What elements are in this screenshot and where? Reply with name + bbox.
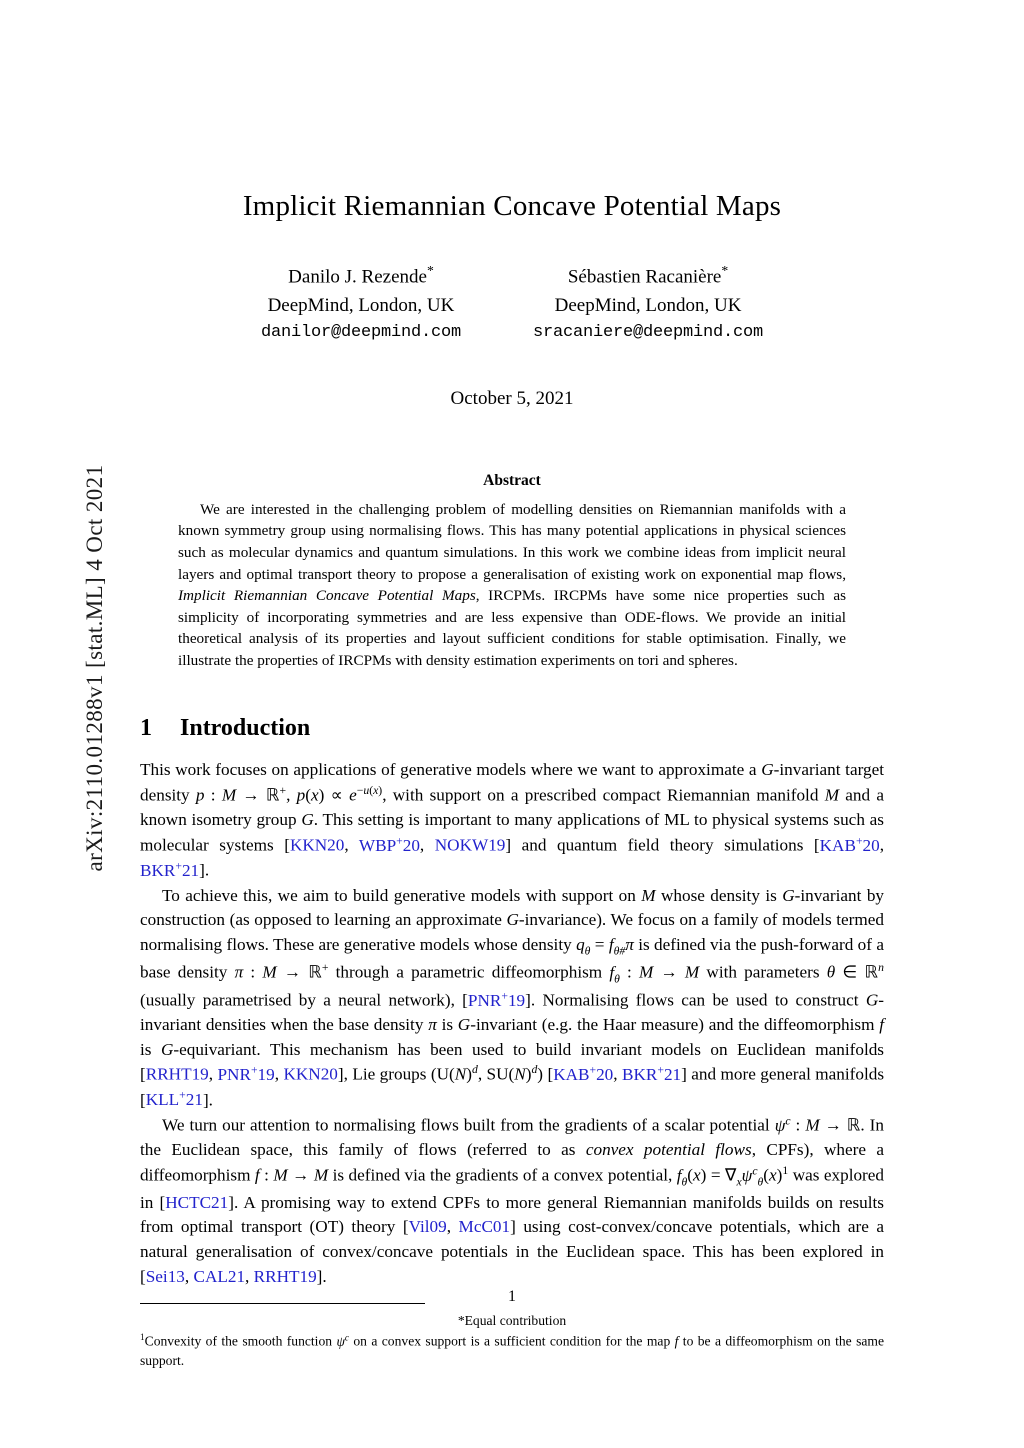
citation-link[interactable]: RRHT19 [253, 1266, 317, 1286]
author-affiliation: DeepMind, London, UK [554, 294, 742, 316]
section-number: 1 [140, 715, 152, 742]
citation-link[interactable]: McC01 [458, 1217, 511, 1237]
author-marker: * [721, 263, 729, 278]
paragraph-3: We turn our attention to normalising flows built from the gradients of a scalar potential $\psi^c$ : M → ℝ. In the Euclidean space, this family of flows (referred to as convex potential flows, CPFs), where a diffeomorphism f : M → M is defined via the gradients of a convex potential, $f_\theta(x) = \nabla_x\psi^c_\theta(x)^1$ was explored in [HCTC21]. A promising way to extend CPFs to more general Riemannian manifolds builds on results from optimal transport (OT) theory [Vil09, McC01] using cost-convex/concave potentials, which are a natural generalisation of convex/concave potentials in the Euclidean space. This has been explored in [Sei13, CAL21, RRHT19]. [140, 1114, 885, 1286]
paragraph-2: To achieve this, we aim to build generative models with support on M whose density is G-invariant by construction (as opposed to learning an approximate G-invariance). We focus on a family of models termed normalising flows. These are generative models whose density $q_\theta = f_{\theta\#}\pi$ is defined via the push-forward of a base density π : M → ℝ+ through a parametric diffeomorphism $f_\theta$ : M → M with parameters θ ∈ ℝ$^n$ (usually parametrised by a neural network), [PNR+19]. Normalising flows can be used to construct G-invariant densities when the base density π is G-invariant (e.g. the Haar measure) and the diffeomorphism f is G-equivariant. This mechanism has been used to build invariant models on Euclidean manifolds [RRHT19, PNR+19, KKN20], Lie groups ($U(N)^d$, $SU(N)^d$) [KAB+20, BKR+21] and more general manifolds [KLL+21]. [140, 885, 885, 1110]
publication-date: October 5, 2021 [450, 387, 574, 409]
footnote-equal-contribution: *Equal contribution [457, 1313, 567, 1329]
footnote-1: $^1$Convexity of the smooth function $\psi^c$ on a convex support is a sufficient condition for the map f to be a diffeomorphism on the same support. [140, 1332, 884, 1368]
abstract-section [178, 472, 846, 672]
author-name: Danilo J. Rezende* [288, 263, 434, 288]
author-affiliation: DeepMind, London, UK [267, 294, 455, 316]
citation-link[interactable]: KKN20 [289, 835, 345, 855]
paper-content [140, 0, 884, 1370]
citation-link[interactable]: Sei13 [145, 1266, 185, 1286]
section-heading-introduction [140, 715, 884, 742]
citation-link[interactable]: HCTC21 [165, 1192, 229, 1212]
arxiv-stamp: arXiv:2110.01288v1 [stat.ML] 4 Oct 2021 [82, 464, 107, 872]
author-list [140, 261, 884, 346]
author-email: danilor@deepmind.com [260, 323, 461, 343]
citation-link[interactable]: PNR+19 [467, 988, 526, 1010]
section-title: Introduction [180, 715, 311, 742]
author-block [533, 261, 763, 346]
citation-link[interactable]: Vil09 [408, 1217, 447, 1237]
citation-link[interactable]: NOKW19 [434, 835, 506, 855]
paragraph-1: This work focuses on applications of generative models where we want to approximate a G-invariant target density p : M → ℝ+, $p(x) \propto e^{-u(x)}$, with support on a prescribed compact Riemannian manifold M and a known isometry group G. This setting is important to many applications of ML to physical systems such as molecular systems [KKN20, WBP+20, NOKW19] and quantum field theory simulations [KAB+20, BKR+21]. [140, 760, 885, 881]
author-marker: * [426, 263, 434, 278]
citation-link[interactable]: BKR+21 [622, 1063, 682, 1085]
author-email: sracaniere@deepmind.com [533, 323, 764, 343]
abstract-text: We are interested in the challenging problem of modelling densities on Riemannian manifolds with a known symmetry group using normalising flows. This has many potential applications in physical sciences such as molecular dynamics and quantum simulations. In this work we combine ideas from implicit neural layers and optimal transport theory to propose a generalisation of existing work on exponential map flows, Implicit Riemannian Concave Potential Maps, IRCPMs. IRCPMs have some nice properties such as simplicity of incorporating symmetries and are less expensive than ODE-flows. We provide an initial theoretical analysis of its properties and layout sufficient conditions for stable optimisation. Finally, we illustrate the properties of IRCPMs with density estimation experiments on tori and spheres. [178, 500, 846, 669]
citation-link[interactable]: BKR+21 [140, 859, 200, 881]
author-name: Sébastien Racanière* [567, 263, 729, 288]
citation-link[interactable]: RRHT19 [145, 1065, 209, 1085]
citation-link[interactable]: CAL21 [193, 1266, 246, 1286]
abstract-heading: Abstract [483, 471, 541, 489]
page-number: 1 [508, 1288, 516, 1305]
citation-link[interactable]: WBP+20 [358, 833, 420, 855]
citation-link[interactable]: KKN20 [283, 1065, 338, 1085]
page-title: Implicit Riemannian Concave Potential Maps [242, 190, 782, 222]
citation-link[interactable]: KAB+20 [819, 833, 880, 855]
citation-link[interactable]: KLL+21 [145, 1088, 203, 1110]
author-block [261, 261, 461, 346]
footnotes [140, 1311, 884, 1370]
citation-link[interactable]: PNR+19 [217, 1063, 275, 1085]
citation-link[interactable]: KAB+20 [553, 1063, 614, 1085]
